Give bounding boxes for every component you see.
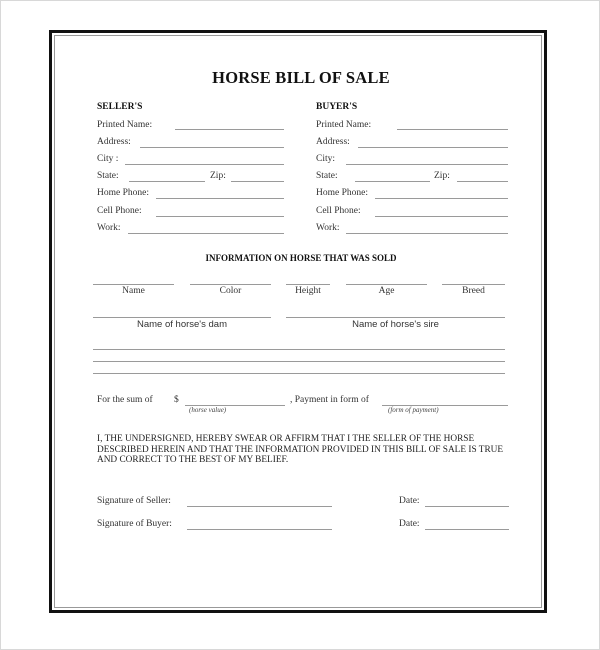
seller-signature-label: Signature of Seller: — [97, 496, 171, 506]
buyer-work-label: Work: — [316, 223, 340, 233]
seller-work-label: Work: — [97, 223, 121, 233]
seller-heading: SELLER'S — [97, 102, 143, 112]
seller-printed-name-field[interactable] — [175, 129, 284, 130]
sum-label: For the sum of — [97, 395, 153, 405]
buyer-state-field[interactable] — [355, 181, 430, 182]
seller-cell-phone-label: Cell Phone: — [97, 206, 142, 216]
horse-color-label: Color — [219, 286, 242, 296]
description-line-1[interactable] — [93, 349, 505, 350]
seller-zip-label: Zip: — [210, 171, 226, 181]
horse-dam-label: Name of horse's dam — [137, 319, 227, 330]
payment-form-hint: (form of payment) — [388, 406, 439, 414]
buyer-signature-label: Signature of Buyer: — [97, 519, 172, 529]
description-line-2[interactable] — [93, 361, 505, 362]
horse-age-field[interactable] — [346, 284, 427, 285]
seller-home-phone-label: Home Phone: — [97, 188, 149, 198]
buyer-heading: BUYER'S — [316, 102, 358, 112]
currency-symbol: $ — [174, 395, 179, 405]
buyer-address-label: Address: — [316, 137, 350, 147]
buyer-date-label: Date: — [399, 519, 420, 529]
buyer-state-label: State: — [316, 171, 338, 181]
seller-date-field[interactable] — [425, 506, 509, 507]
horse-color-field[interactable] — [190, 284, 271, 285]
buyer-cell-phone-field[interactable] — [375, 216, 508, 217]
buyer-cell-phone-label: Cell Phone: — [316, 206, 361, 216]
horse-height-label: Height — [295, 286, 321, 296]
buyer-printed-name-label: Printed Name: — [316, 120, 372, 130]
horse-value-hint: (horse value) — [189, 406, 227, 414]
seller-city-field[interactable] — [125, 164, 284, 165]
horse-info-heading: INFORMATION ON HORSE THAT WAS SOLD — [205, 253, 397, 263]
buyer-zip-field[interactable] — [457, 181, 508, 182]
seller-printed-name-label: Printed Name: — [97, 120, 153, 130]
buyer-city-field[interactable] — [346, 164, 508, 165]
horse-sire-field[interactable] — [286, 317, 505, 318]
seller-work-field[interactable] — [128, 233, 284, 234]
payment-form-label: , Payment in form of — [290, 395, 369, 405]
horse-name-label: Name — [122, 286, 145, 296]
horse-height-field[interactable] — [286, 284, 330, 285]
seller-signature-field[interactable] — [187, 506, 332, 507]
seller-state-label: State: — [97, 171, 119, 181]
buyer-home-phone-field[interactable] — [375, 198, 508, 199]
horse-breed-label: Breed — [462, 286, 485, 296]
horse-dam-field[interactable] — [93, 317, 271, 318]
declaration-text: I, THE UNDERSIGNED, HEREBY SWEAR OR AFFIRM THAT I THE SELLER OF THE HORSE DESCRIBED HEREIN AND THAT THE INFORMATION PROVIDED IN THIS BILL OF SALE IS TRUE AND CORRECT TO THE BEST OF MY BELIEF. — [97, 434, 504, 465]
description-line-3[interactable] — [93, 373, 505, 374]
buyer-printed-name-field[interactable] — [397, 129, 508, 130]
document-title: HORSE BILL OF SALE — [212, 68, 390, 87]
buyer-address-field[interactable] — [358, 147, 508, 148]
seller-city-label: City : — [97, 154, 119, 164]
buyer-zip-label: Zip: — [434, 171, 450, 181]
horse-name-field[interactable] — [93, 284, 174, 285]
seller-date-label: Date: — [399, 496, 420, 506]
seller-home-phone-field[interactable] — [156, 198, 284, 199]
buyer-work-field[interactable] — [346, 233, 508, 234]
seller-address-field[interactable] — [140, 147, 284, 148]
seller-address-label: Address: — [97, 137, 131, 147]
seller-state-field[interactable] — [129, 181, 205, 182]
horse-age-label: Age — [378, 286, 395, 296]
horse-sire-label: Name of horse's sire — [352, 319, 439, 330]
seller-zip-field[interactable] — [231, 181, 284, 182]
buyer-signature-field[interactable] — [187, 529, 332, 530]
buyer-home-phone-label: Home Phone: — [316, 188, 368, 198]
horse-breed-field[interactable] — [442, 284, 505, 285]
seller-cell-phone-field[interactable] — [156, 216, 284, 217]
buyer-date-field[interactable] — [425, 529, 509, 530]
buyer-city-label: City: — [316, 154, 336, 164]
